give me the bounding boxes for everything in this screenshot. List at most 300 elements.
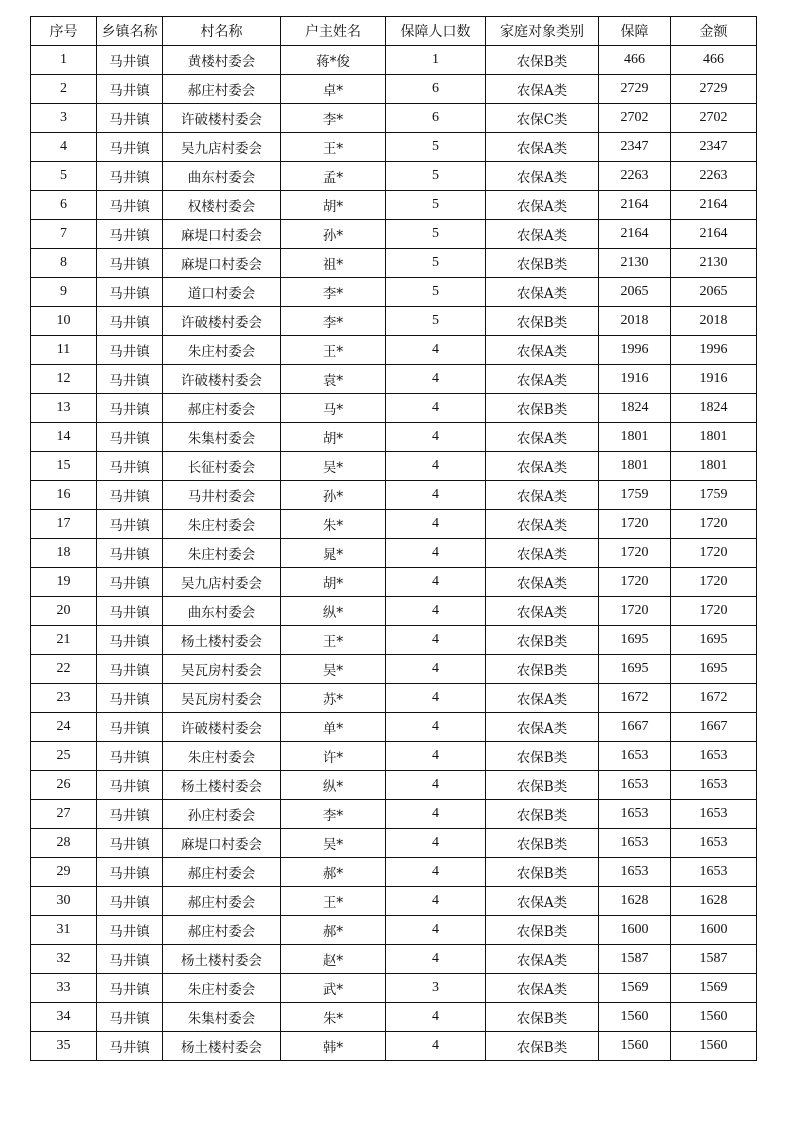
cell-category: 农保B类 bbox=[486, 46, 599, 75]
cell-township: 马井镇 bbox=[97, 249, 163, 278]
column-header-population: 保障人口数 bbox=[386, 17, 486, 46]
cell-householder: 祖* bbox=[281, 249, 386, 278]
cell-amount: 2729 bbox=[671, 75, 757, 104]
table-row bbox=[31, 510, 757, 539]
table-row bbox=[31, 220, 757, 249]
cell-householder: 李* bbox=[281, 800, 386, 829]
cell-allowance: 1801 bbox=[599, 452, 671, 481]
cell-village: 朱庄村委会 bbox=[163, 336, 281, 365]
column-header-category: 家庭对象类别 bbox=[486, 17, 599, 46]
cell-allowance: 1653 bbox=[599, 771, 671, 800]
table-row bbox=[31, 771, 757, 800]
cell-serial-number: 34 bbox=[31, 1003, 97, 1032]
cell-serial-number: 13 bbox=[31, 394, 97, 423]
cell-population: 5 bbox=[386, 278, 486, 307]
cell-householder: 马* bbox=[281, 394, 386, 423]
cell-category: 农保A类 bbox=[486, 945, 599, 974]
cell-population: 4 bbox=[386, 1003, 486, 1032]
cell-householder: 李* bbox=[281, 104, 386, 133]
table-row bbox=[31, 307, 757, 336]
cell-allowance: 1720 bbox=[599, 597, 671, 626]
allowance-table bbox=[30, 16, 757, 1061]
cell-category: 农保A类 bbox=[486, 713, 599, 742]
cell-allowance: 1916 bbox=[599, 365, 671, 394]
cell-category: 农保B类 bbox=[486, 858, 599, 887]
cell-allowance: 2018 bbox=[599, 307, 671, 336]
cell-population: 5 bbox=[386, 191, 486, 220]
cell-serial-number: 7 bbox=[31, 220, 97, 249]
cell-population: 4 bbox=[386, 887, 486, 916]
table-row bbox=[31, 249, 757, 278]
cell-allowance: 2065 bbox=[599, 278, 671, 307]
cell-township: 马井镇 bbox=[97, 365, 163, 394]
cell-population: 4 bbox=[386, 626, 486, 655]
table-row bbox=[31, 742, 757, 771]
cell-allowance: 1695 bbox=[599, 626, 671, 655]
cell-serial-number: 5 bbox=[31, 162, 97, 191]
cell-village: 朱庄村委会 bbox=[163, 510, 281, 539]
cell-category: 农保B类 bbox=[486, 307, 599, 336]
cell-serial-number: 30 bbox=[31, 887, 97, 916]
cell-township: 马井镇 bbox=[97, 974, 163, 1003]
cell-serial-number: 24 bbox=[31, 713, 97, 742]
cell-village: 吴瓦房村委会 bbox=[163, 684, 281, 713]
table-row bbox=[31, 1003, 757, 1032]
cell-township: 马井镇 bbox=[97, 829, 163, 858]
cell-householder: 吴* bbox=[281, 655, 386, 684]
cell-population: 5 bbox=[386, 220, 486, 249]
cell-township: 马井镇 bbox=[97, 742, 163, 771]
table-row bbox=[31, 1032, 757, 1061]
cell-village: 吴九店村委会 bbox=[163, 133, 281, 162]
cell-category: 农保A类 bbox=[486, 510, 599, 539]
cell-category: 农保A类 bbox=[486, 887, 599, 916]
cell-householder: 纵* bbox=[281, 597, 386, 626]
cell-category: 农保B类 bbox=[486, 655, 599, 684]
cell-amount: 1695 bbox=[671, 626, 757, 655]
cell-township: 马井镇 bbox=[97, 684, 163, 713]
cell-householder: 王* bbox=[281, 133, 386, 162]
cell-village: 郝庄村委会 bbox=[163, 394, 281, 423]
cell-category: 农保A类 bbox=[486, 481, 599, 510]
cell-amount: 2164 bbox=[671, 220, 757, 249]
cell-village: 杨土楼村委会 bbox=[163, 771, 281, 800]
cell-householder: 王* bbox=[281, 626, 386, 655]
cell-householder: 王* bbox=[281, 887, 386, 916]
cell-allowance: 1720 bbox=[599, 568, 671, 597]
cell-population: 5 bbox=[386, 133, 486, 162]
cell-householder: 袁* bbox=[281, 365, 386, 394]
cell-householder: 许* bbox=[281, 742, 386, 771]
cell-population: 4 bbox=[386, 597, 486, 626]
cell-category: 农保A类 bbox=[486, 75, 599, 104]
cell-population: 4 bbox=[386, 510, 486, 539]
cell-township: 马井镇 bbox=[97, 597, 163, 626]
cell-amount: 1759 bbox=[671, 481, 757, 510]
cell-serial-number: 14 bbox=[31, 423, 97, 452]
cell-category: 农保B类 bbox=[486, 249, 599, 278]
cell-householder: 韩* bbox=[281, 1032, 386, 1061]
cell-serial-number: 35 bbox=[31, 1032, 97, 1061]
table-row bbox=[31, 829, 757, 858]
table-row bbox=[31, 75, 757, 104]
cell-serial-number: 10 bbox=[31, 307, 97, 336]
cell-population: 4 bbox=[386, 655, 486, 684]
cell-householder: 朱* bbox=[281, 1003, 386, 1032]
cell-population: 4 bbox=[386, 858, 486, 887]
cell-allowance: 2164 bbox=[599, 191, 671, 220]
cell-allowance: 2347 bbox=[599, 133, 671, 162]
cell-amount: 1801 bbox=[671, 452, 757, 481]
cell-amount: 1653 bbox=[671, 829, 757, 858]
cell-householder: 赵* bbox=[281, 945, 386, 974]
cell-population: 1 bbox=[386, 46, 486, 75]
cell-village: 马井村委会 bbox=[163, 481, 281, 510]
cell-village: 麻堤口村委会 bbox=[163, 220, 281, 249]
cell-village: 吴瓦房村委会 bbox=[163, 655, 281, 684]
cell-allowance: 1560 bbox=[599, 1003, 671, 1032]
cell-township: 马井镇 bbox=[97, 568, 163, 597]
cell-category: 农保C类 bbox=[486, 104, 599, 133]
cell-amount: 2263 bbox=[671, 162, 757, 191]
cell-amount: 1916 bbox=[671, 365, 757, 394]
column-header-village: 村名称 bbox=[163, 17, 281, 46]
cell-category: 农保A类 bbox=[486, 278, 599, 307]
cell-allowance: 1759 bbox=[599, 481, 671, 510]
cell-amount: 1720 bbox=[671, 510, 757, 539]
cell-householder: 吴* bbox=[281, 452, 386, 481]
cell-township: 马井镇 bbox=[97, 626, 163, 655]
cell-category: 农保A类 bbox=[486, 539, 599, 568]
cell-serial-number: 9 bbox=[31, 278, 97, 307]
cell-householder: 朱* bbox=[281, 510, 386, 539]
cell-village: 杨土楼村委会 bbox=[163, 1032, 281, 1061]
cell-population: 5 bbox=[386, 249, 486, 278]
table-row bbox=[31, 800, 757, 829]
cell-serial-number: 17 bbox=[31, 510, 97, 539]
cell-population: 4 bbox=[386, 481, 486, 510]
cell-householder: 李* bbox=[281, 307, 386, 336]
cell-township: 马井镇 bbox=[97, 655, 163, 684]
cell-serial-number: 12 bbox=[31, 365, 97, 394]
cell-village: 长征村委会 bbox=[163, 452, 281, 481]
cell-population: 4 bbox=[386, 394, 486, 423]
cell-allowance: 1824 bbox=[599, 394, 671, 423]
cell-amount: 2347 bbox=[671, 133, 757, 162]
cell-householder: 孟* bbox=[281, 162, 386, 191]
cell-village: 许破楼村委会 bbox=[163, 104, 281, 133]
cell-township: 马井镇 bbox=[97, 46, 163, 75]
cell-township: 马井镇 bbox=[97, 713, 163, 742]
cell-serial-number: 11 bbox=[31, 336, 97, 365]
cell-village: 朱庄村委会 bbox=[163, 974, 281, 1003]
cell-population: 4 bbox=[386, 568, 486, 597]
cell-township: 马井镇 bbox=[97, 771, 163, 800]
table-header bbox=[31, 17, 757, 46]
cell-population: 6 bbox=[386, 104, 486, 133]
cell-population: 4 bbox=[386, 800, 486, 829]
cell-allowance: 1720 bbox=[599, 539, 671, 568]
cell-allowance: 1628 bbox=[599, 887, 671, 916]
cell-township: 马井镇 bbox=[97, 162, 163, 191]
cell-amount: 1587 bbox=[671, 945, 757, 974]
cell-allowance: 1653 bbox=[599, 858, 671, 887]
cell-category: 农保A类 bbox=[486, 452, 599, 481]
cell-serial-number: 29 bbox=[31, 858, 97, 887]
cell-allowance: 2263 bbox=[599, 162, 671, 191]
cell-village: 许破楼村委会 bbox=[163, 307, 281, 336]
cell-village: 郝庄村委会 bbox=[163, 75, 281, 104]
cell-township: 马井镇 bbox=[97, 394, 163, 423]
cell-allowance: 466 bbox=[599, 46, 671, 75]
cell-allowance: 1996 bbox=[599, 336, 671, 365]
cell-householder: 卓* bbox=[281, 75, 386, 104]
cell-township: 马井镇 bbox=[97, 336, 163, 365]
cell-village: 曲东村委会 bbox=[163, 597, 281, 626]
cell-population: 4 bbox=[386, 829, 486, 858]
cell-township: 马井镇 bbox=[97, 945, 163, 974]
cell-allowance: 1653 bbox=[599, 829, 671, 858]
cell-population: 5 bbox=[386, 162, 486, 191]
cell-township: 马井镇 bbox=[97, 133, 163, 162]
cell-population: 4 bbox=[386, 1032, 486, 1061]
cell-population: 4 bbox=[386, 771, 486, 800]
cell-category: 农保B类 bbox=[486, 626, 599, 655]
cell-village: 朱集村委会 bbox=[163, 423, 281, 452]
cell-serial-number: 28 bbox=[31, 829, 97, 858]
cell-serial-number: 21 bbox=[31, 626, 97, 655]
cell-serial-number: 23 bbox=[31, 684, 97, 713]
cell-householder: 孙* bbox=[281, 481, 386, 510]
table-row bbox=[31, 858, 757, 887]
table-row bbox=[31, 916, 757, 945]
cell-amount: 2130 bbox=[671, 249, 757, 278]
cell-amount: 1628 bbox=[671, 887, 757, 916]
table-row bbox=[31, 539, 757, 568]
cell-village: 杨土楼村委会 bbox=[163, 626, 281, 655]
cell-village: 杨土楼村委会 bbox=[163, 945, 281, 974]
cell-township: 马井镇 bbox=[97, 220, 163, 249]
cell-amount: 1653 bbox=[671, 858, 757, 887]
cell-allowance: 1720 bbox=[599, 510, 671, 539]
table-row bbox=[31, 945, 757, 974]
cell-category: 农保B类 bbox=[486, 771, 599, 800]
table-row bbox=[31, 597, 757, 626]
cell-amount: 1653 bbox=[671, 742, 757, 771]
cell-allowance: 1667 bbox=[599, 713, 671, 742]
column-header-allowance: 保障 bbox=[599, 17, 671, 46]
cell-allowance: 1653 bbox=[599, 800, 671, 829]
cell-village: 朱庄村委会 bbox=[163, 742, 281, 771]
cell-householder: 李* bbox=[281, 278, 386, 307]
cell-category: 农保A类 bbox=[486, 336, 599, 365]
cell-allowance: 1587 bbox=[599, 945, 671, 974]
cell-township: 马井镇 bbox=[97, 800, 163, 829]
table-row bbox=[31, 713, 757, 742]
table-row bbox=[31, 394, 757, 423]
cell-village: 许破楼村委会 bbox=[163, 365, 281, 394]
cell-householder: 单* bbox=[281, 713, 386, 742]
cell-township: 马井镇 bbox=[97, 307, 163, 336]
cell-serial-number: 31 bbox=[31, 916, 97, 945]
cell-category: 农保B类 bbox=[486, 1003, 599, 1032]
cell-allowance: 1695 bbox=[599, 655, 671, 684]
cell-serial-number: 15 bbox=[31, 452, 97, 481]
column-header-serial-number: 序号 bbox=[31, 17, 97, 46]
table-row bbox=[31, 46, 757, 75]
table-row bbox=[31, 481, 757, 510]
cell-population: 4 bbox=[386, 684, 486, 713]
cell-allowance: 1600 bbox=[599, 916, 671, 945]
cell-householder: 胡* bbox=[281, 568, 386, 597]
cell-serial-number: 2 bbox=[31, 75, 97, 104]
cell-village: 麻堤口村委会 bbox=[163, 829, 281, 858]
cell-amount: 2164 bbox=[671, 191, 757, 220]
cell-householder: 苏* bbox=[281, 684, 386, 713]
table-row bbox=[31, 104, 757, 133]
cell-village: 朱集村委会 bbox=[163, 1003, 281, 1032]
cell-serial-number: 33 bbox=[31, 974, 97, 1003]
cell-allowance: 1672 bbox=[599, 684, 671, 713]
cell-population: 4 bbox=[386, 365, 486, 394]
cell-category: 农保B类 bbox=[486, 829, 599, 858]
column-header-amount: 金额 bbox=[671, 17, 757, 46]
cell-allowance: 2702 bbox=[599, 104, 671, 133]
cell-township: 马井镇 bbox=[97, 452, 163, 481]
table-row bbox=[31, 452, 757, 481]
cell-category: 农保A类 bbox=[486, 423, 599, 452]
cell-amount: 466 bbox=[671, 46, 757, 75]
cell-population: 4 bbox=[386, 423, 486, 452]
cell-amount: 1720 bbox=[671, 568, 757, 597]
cell-township: 马井镇 bbox=[97, 858, 163, 887]
cell-serial-number: 4 bbox=[31, 133, 97, 162]
cell-amount: 1672 bbox=[671, 684, 757, 713]
cell-amount: 1600 bbox=[671, 916, 757, 945]
cell-village: 郝庄村委会 bbox=[163, 887, 281, 916]
cell-allowance: 1569 bbox=[599, 974, 671, 1003]
table-row bbox=[31, 133, 757, 162]
cell-serial-number: 20 bbox=[31, 597, 97, 626]
cell-serial-number: 27 bbox=[31, 800, 97, 829]
cell-village: 许破楼村委会 bbox=[163, 713, 281, 742]
cell-category: 农保B类 bbox=[486, 742, 599, 771]
table-row bbox=[31, 887, 757, 916]
cell-category: 农保A类 bbox=[486, 568, 599, 597]
cell-householder: 吴* bbox=[281, 829, 386, 858]
cell-serial-number: 16 bbox=[31, 481, 97, 510]
cell-category: 农保A类 bbox=[486, 133, 599, 162]
cell-amount: 1560 bbox=[671, 1003, 757, 1032]
cell-population: 4 bbox=[386, 945, 486, 974]
cell-amount: 1569 bbox=[671, 974, 757, 1003]
cell-serial-number: 18 bbox=[31, 539, 97, 568]
cell-township: 马井镇 bbox=[97, 104, 163, 133]
cell-householder: 郝* bbox=[281, 858, 386, 887]
cell-amount: 1824 bbox=[671, 394, 757, 423]
table-row bbox=[31, 568, 757, 597]
table-row bbox=[31, 278, 757, 307]
cell-category: 农保A类 bbox=[486, 162, 599, 191]
cell-village: 权楼村委会 bbox=[163, 191, 281, 220]
cell-householder: 孙* bbox=[281, 220, 386, 249]
cell-township: 马井镇 bbox=[97, 539, 163, 568]
cell-householder: 武* bbox=[281, 974, 386, 1003]
cell-category: 农保B类 bbox=[486, 1032, 599, 1061]
cell-serial-number: 19 bbox=[31, 568, 97, 597]
cell-serial-number: 3 bbox=[31, 104, 97, 133]
cell-serial-number: 1 bbox=[31, 46, 97, 75]
cell-village: 曲东村委会 bbox=[163, 162, 281, 191]
cell-population: 6 bbox=[386, 75, 486, 104]
cell-householder: 郝* bbox=[281, 916, 386, 945]
cell-serial-number: 32 bbox=[31, 945, 97, 974]
cell-amount: 2702 bbox=[671, 104, 757, 133]
cell-serial-number: 8 bbox=[31, 249, 97, 278]
table-row bbox=[31, 162, 757, 191]
cell-householder: 晁* bbox=[281, 539, 386, 568]
cell-population: 4 bbox=[386, 713, 486, 742]
cell-amount: 1801 bbox=[671, 423, 757, 452]
table-row bbox=[31, 365, 757, 394]
cell-amount: 1653 bbox=[671, 800, 757, 829]
cell-allowance: 1560 bbox=[599, 1032, 671, 1061]
table-row bbox=[31, 336, 757, 365]
cell-category: 农保A类 bbox=[486, 365, 599, 394]
cell-amount: 1667 bbox=[671, 713, 757, 742]
cell-population: 5 bbox=[386, 307, 486, 336]
cell-category: 农保A类 bbox=[486, 597, 599, 626]
cell-householder: 胡* bbox=[281, 423, 386, 452]
cell-township: 马井镇 bbox=[97, 278, 163, 307]
cell-category: 农保A类 bbox=[486, 220, 599, 249]
cell-amount: 1560 bbox=[671, 1032, 757, 1061]
cell-township: 马井镇 bbox=[97, 191, 163, 220]
cell-amount: 2065 bbox=[671, 278, 757, 307]
cell-village: 孙庄村委会 bbox=[163, 800, 281, 829]
cell-category: 农保A类 bbox=[486, 684, 599, 713]
cell-amount: 2018 bbox=[671, 307, 757, 336]
cell-allowance: 1653 bbox=[599, 742, 671, 771]
table-row bbox=[31, 423, 757, 452]
cell-township: 马井镇 bbox=[97, 887, 163, 916]
table-row bbox=[31, 191, 757, 220]
table-body bbox=[31, 46, 757, 1061]
cell-category: 农保B类 bbox=[486, 800, 599, 829]
cell-householder: 纵* bbox=[281, 771, 386, 800]
cell-category: 农保B类 bbox=[486, 916, 599, 945]
cell-householder: 胡* bbox=[281, 191, 386, 220]
cell-serial-number: 25 bbox=[31, 742, 97, 771]
table-row bbox=[31, 684, 757, 713]
cell-serial-number: 26 bbox=[31, 771, 97, 800]
cell-population: 4 bbox=[386, 452, 486, 481]
cell-allowance: 1801 bbox=[599, 423, 671, 452]
cell-amount: 1720 bbox=[671, 539, 757, 568]
cell-population: 4 bbox=[386, 539, 486, 568]
cell-category: 农保A类 bbox=[486, 974, 599, 1003]
cell-category: 农保B类 bbox=[486, 394, 599, 423]
cell-village: 道口村委会 bbox=[163, 278, 281, 307]
cell-population: 3 bbox=[386, 974, 486, 1003]
cell-amount: 1720 bbox=[671, 597, 757, 626]
cell-township: 马井镇 bbox=[97, 510, 163, 539]
cell-population: 4 bbox=[386, 742, 486, 771]
cell-village: 郝庄村委会 bbox=[163, 916, 281, 945]
cell-population: 4 bbox=[386, 336, 486, 365]
table-row bbox=[31, 974, 757, 1003]
cell-village: 吴九店村委会 bbox=[163, 568, 281, 597]
